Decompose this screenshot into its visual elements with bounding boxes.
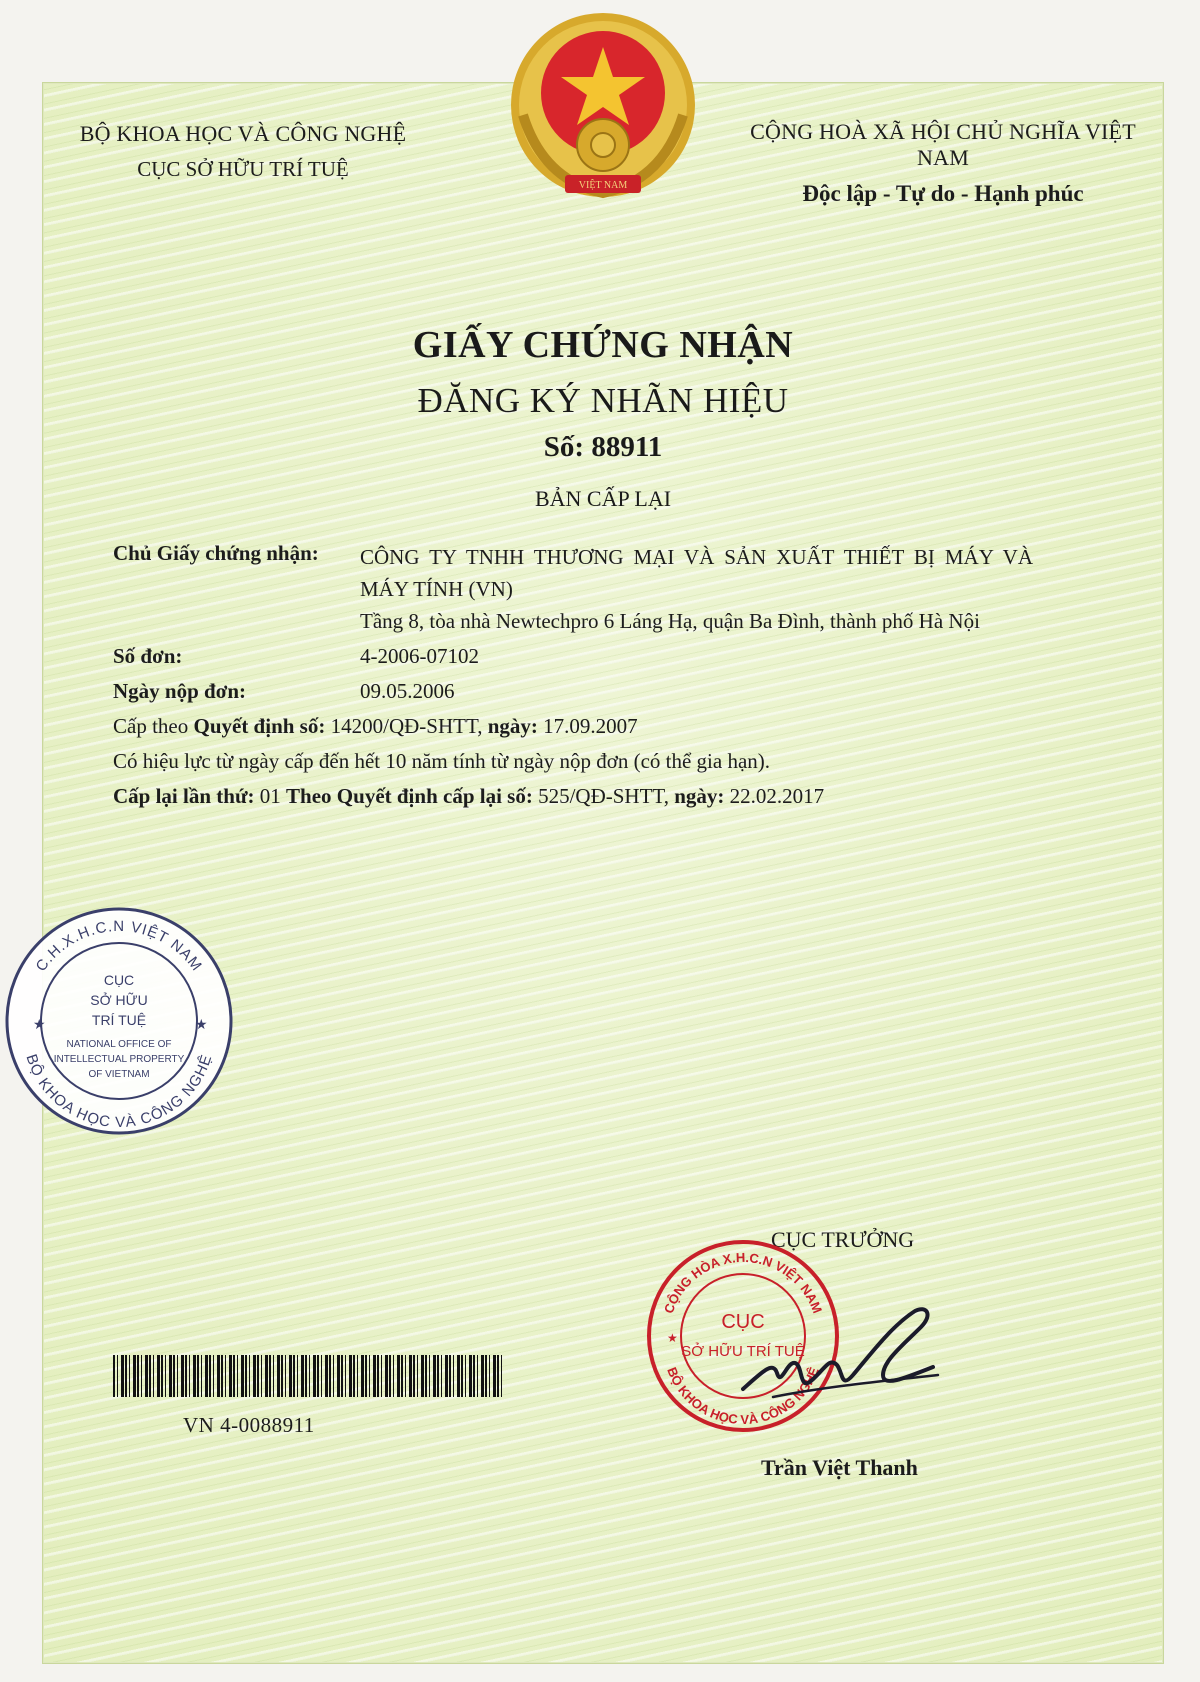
stamp-left-inner-3: TRÍ TUỆ xyxy=(91,1012,147,1028)
filing-date: 09.05.2006 xyxy=(360,679,455,703)
certificate-sheet xyxy=(22,82,1164,1664)
certificate-subtitle: ĐĂNG KÝ NHÃN HIỆU xyxy=(417,381,789,420)
stamp-left-outer-bottom: BỘ KHOA HỌC VÀ CÔNG NGHỆ xyxy=(22,1052,216,1132)
barcode-number: VN 4-0088911 xyxy=(183,1413,315,1437)
filing-date-label: Ngày nộp đơn: xyxy=(113,679,247,703)
reissue-count-label: Cấp lại lần thứ: xyxy=(113,784,255,808)
filing-date-row xyxy=(113,675,1033,707)
stamp-left-inner-1: CỤC xyxy=(103,972,135,988)
office-stamp-left xyxy=(0,901,239,1141)
stamp-left-star-icon: ★ xyxy=(33,1018,46,1033)
seal-right-star-icon: ★ xyxy=(667,1331,678,1345)
seal-right-inner-2: SỞ HỮU TRÍ TUỆ xyxy=(681,1343,805,1360)
reissue-label: BẢN CẤP LẠI xyxy=(534,486,672,511)
seal-right-outer-bottom: BỘ KHOA HỌC VÀ CÔNG NGHỆ xyxy=(664,1365,822,1428)
barcode xyxy=(113,1355,503,1397)
certificate-fields xyxy=(113,541,1033,812)
certificate-title: GIẤY CHỨNG NHẬN xyxy=(412,324,794,366)
application-number: 4-2006-07102 xyxy=(360,644,479,668)
reissue-decision-label: Theo Quyết định cấp lại số: xyxy=(286,784,533,808)
reissue-line xyxy=(113,780,1033,812)
nation-header xyxy=(723,119,1163,207)
grant-decision-line xyxy=(113,710,1033,742)
certificate-number: Số: 88911 xyxy=(543,431,663,463)
national-emblem xyxy=(503,5,703,215)
handwritten-signature xyxy=(733,1301,943,1411)
seal-right-inner-1: CỤC xyxy=(721,1311,765,1333)
grant-date-label: ngày: xyxy=(487,714,538,738)
validity-statement: Có hiệu lực từ ngày cấp đến hết 10 năm tính từ ngày nộp đơn (có thể gia hạn). xyxy=(113,749,771,773)
issuer-header xyxy=(43,121,443,182)
nation-name: CỘNG HOÀ XÃ HỘI CHỦ NGHĨA VIỆT NAM xyxy=(750,119,1136,170)
owner-name: CÔNG TY TNHH THƯƠNG MẠI VÀ SẢN XUẤT THIẾT BỊ MÁY VÀ MÁY TÍNH (VN) xyxy=(360,545,1033,601)
stamp-left-inner-6: OF VIETNAM xyxy=(88,1069,150,1080)
reissue-count: 01 xyxy=(259,784,281,808)
reissue-decision-number: 525/QĐ-SHTT, xyxy=(538,784,669,808)
stamp-left-star-icon: ★ xyxy=(195,1018,208,1033)
signatory-name: Trần Việt Thanh xyxy=(761,1455,918,1480)
application-number-label: Số đơn: xyxy=(113,644,183,668)
stamp-left-inner-2: SỞ HỮU xyxy=(90,992,148,1008)
stamp-left-inner-4: NATIONAL OFFICE OF xyxy=(66,1039,172,1050)
owner-label: Chủ Giấy chứng nhận: xyxy=(113,541,319,565)
reissue-date-label: ngày: xyxy=(674,784,725,808)
office-name: CỤC SỞ HỮU TRÍ TUỆ xyxy=(137,157,349,181)
ministry-name: BỘ KHOA HỌC VÀ CÔNG NGHỆ xyxy=(79,121,407,146)
owner-address: Tầng 8, tòa nhà Newtechpro 6 Láng Hạ, quận Ba Đình, thành phố Hà Nội xyxy=(360,609,980,633)
stamp-left-inner-5: INTELLECTUAL PROPERTY xyxy=(53,1054,185,1065)
stamp-left-outer-top: C.H.X.H.C.N VIỆT NAM xyxy=(32,917,206,975)
grant-decision-label: Quyết định số: xyxy=(193,714,326,738)
emblem-text: VIỆT NAM xyxy=(578,180,628,191)
signatory-title: CỤC TRƯỞNG xyxy=(771,1227,915,1252)
owner-row xyxy=(113,541,1033,637)
grant-prefix: Cấp theo xyxy=(113,714,189,738)
application-number-row xyxy=(113,640,1033,672)
grant-date: 17.09.2007 xyxy=(543,714,638,738)
seal-right-outer-top: CỘNG HÒA X.H.C.N VIỆT NAM xyxy=(660,1249,826,1316)
reissue-date: 22.02.2017 xyxy=(729,784,825,808)
grant-decision-number: 14200/QĐ-SHTT, xyxy=(330,714,483,738)
nation-motto: Độc lập - Tự do - Hạnh phúc xyxy=(802,181,1084,206)
